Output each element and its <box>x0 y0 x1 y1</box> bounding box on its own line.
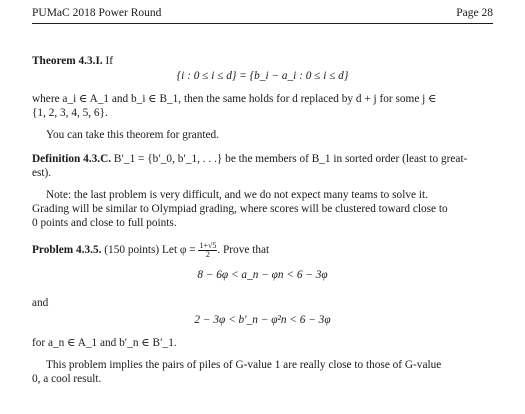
fraction-numerator: 1+√5 <box>199 241 217 250</box>
problem-heading <box>32 242 495 259</box>
page-number: Page 28 <box>456 7 493 19</box>
phi-fraction <box>198 242 217 259</box>
theorem-display-equation: {i : 0 ≤ i ≤ d} = {b_i − a_i : 0 ≤ i ≤ d} <box>176 70 349 82</box>
definition-line-1 <box>32 152 495 166</box>
problem-condition: for a_n ∈ A_1 and b′_n ∈ B′_1. <box>32 337 177 349</box>
theorem-continuation-line-1: where a_i ∈ A_1 and b_i ∈ B_1, then the same holds for d replaced by d + j for some j ∈ <box>32 93 437 105</box>
problem-label: Problem 4.3.5. <box>32 244 102 257</box>
definition-text: B′_1 = {b′_0, b′_1, . . .} be the members of B_1 in sorted order (least to great- <box>113 153 468 165</box>
definition-label: Definition 4.3.C. <box>32 153 112 165</box>
inequality-1: 8 − 6φ < a_n − φn < 6 − 3φ <box>197 269 328 281</box>
theorem-continuation-line-2: {1, 2, 3, 4, 5, 6}. <box>32 107 108 119</box>
theorem-heading <box>32 54 495 68</box>
closing-line-2: 0, a cool result. <box>32 373 102 385</box>
theorem-label: Theorem 4.3.I. <box>32 55 103 67</box>
problem-prove: . Prove that <box>217 244 270 257</box>
note-line-3: 0 points and close to full points. <box>32 217 177 229</box>
grant-sentence: You can take this theorem for granted. <box>46 129 219 141</box>
running-header <box>32 6 493 24</box>
definition-line-2: est). <box>32 167 52 179</box>
problem-let: Let φ = <box>162 244 196 257</box>
header-title: PUMaC 2018 Power Round <box>32 7 162 19</box>
closing-line-1: This problem implies the pairs of piles of G-value 1 are really close to those of G-value <box>46 359 442 371</box>
and-word: and <box>32 297 49 309</box>
fraction-denominator: 2 <box>205 250 210 259</box>
note-line-2: Grading will be similar to Olympiad grading, where scores will be clustered toward close to <box>32 203 448 215</box>
note-line-1: Note: the last problem is very difficult, and we do not expect many teams to solve it. <box>46 189 428 201</box>
problem-points: (150 points) <box>104 244 160 257</box>
theorem-lead: If <box>105 55 114 67</box>
inequality-2: 2 − 3φ < b′_n − φ²n < 6 − 3φ <box>194 314 331 326</box>
